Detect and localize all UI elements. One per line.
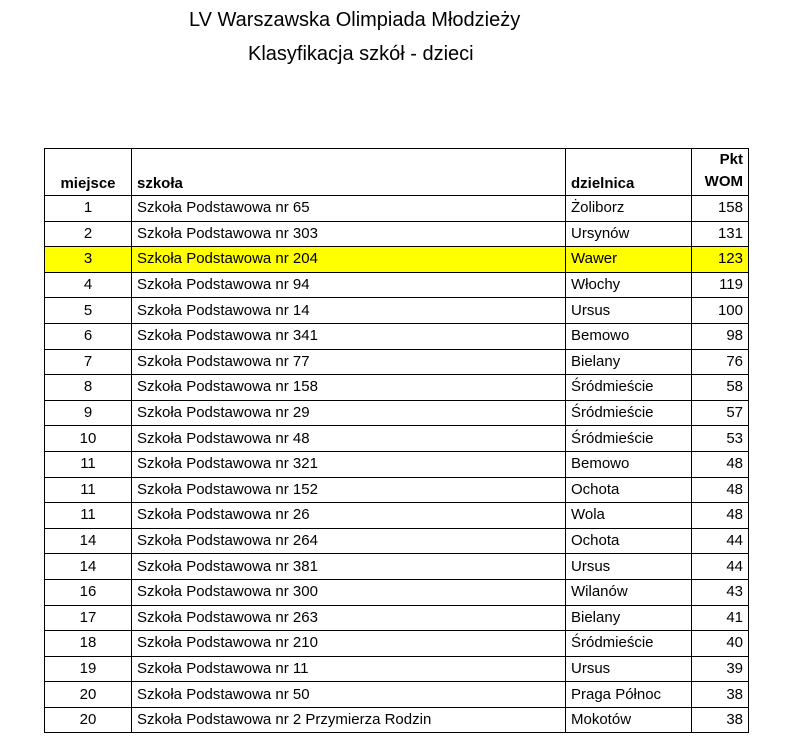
school-cell: Szkoła Podstawowa nr 48 [132, 426, 566, 452]
document-title: LV Warszawska Olimpiada Młodzieży [189, 9, 521, 31]
header-points-line2: WOM [704, 173, 743, 190]
table-row [45, 605, 749, 631]
table-row [45, 221, 749, 247]
place-cell: 10 [45, 426, 132, 452]
school-cell: Szkoła Podstawowa nr 11 [132, 656, 566, 682]
district-cell: Śródmieście [566, 375, 692, 401]
table-row [45, 247, 749, 273]
place-cell: 8 [45, 375, 132, 401]
table-row [45, 631, 749, 657]
table-row [45, 400, 749, 426]
district-cell: Ochota [566, 528, 692, 554]
place-cell: 11 [45, 503, 132, 529]
school-cell: Szkoła Podstawowa nr 210 [132, 631, 566, 657]
header-points [692, 149, 749, 196]
district-cell: Wawer [566, 247, 692, 273]
table-row [45, 323, 749, 349]
document-subtitle: Klasyfikacja szkół - dzieci [248, 43, 474, 65]
district-cell: Wilanów [566, 579, 692, 605]
table-row [45, 503, 749, 529]
points-cell: 48 [692, 503, 749, 529]
place-cell: 20 [45, 682, 132, 708]
district-cell: Śródmieście [566, 631, 692, 657]
place-cell: 18 [45, 631, 132, 657]
table-row [45, 682, 749, 708]
place-cell: 3 [45, 247, 132, 273]
table-row [45, 426, 749, 452]
place-cell: 1 [45, 196, 132, 222]
school-cell: Szkoła Podstawowa nr 29 [132, 400, 566, 426]
school-cell: Szkoła Podstawowa nr 65 [132, 196, 566, 222]
place-cell: 16 [45, 579, 132, 605]
points-cell: 76 [692, 349, 749, 375]
points-cell: 48 [692, 451, 749, 477]
school-cell: Szkoła Podstawowa nr 303 [132, 221, 566, 247]
school-cell: Szkoła Podstawowa nr 77 [132, 349, 566, 375]
table-row [45, 554, 749, 580]
place-cell: 11 [45, 477, 132, 503]
district-cell: Wola [566, 503, 692, 529]
points-cell: 48 [692, 477, 749, 503]
school-cell: Szkoła Podstawowa nr 14 [132, 298, 566, 324]
header-district: dzielnica [566, 149, 692, 196]
district-cell: Ochota [566, 477, 692, 503]
table-row [45, 298, 749, 324]
district-cell: Mokotów [566, 707, 692, 733]
table-row [45, 375, 749, 401]
district-cell: Ursus [566, 554, 692, 580]
points-cell: 123 [692, 247, 749, 273]
school-cell: Szkoła Podstawowa nr 263 [132, 605, 566, 631]
table-row [45, 196, 749, 222]
school-cell: Szkoła Podstawowa nr 2 Przymierza Rodzin [132, 707, 566, 733]
district-cell: Bemowo [566, 451, 692, 477]
district-cell: Bielany [566, 605, 692, 631]
place-cell: 19 [45, 656, 132, 682]
place-cell: 20 [45, 707, 132, 733]
table-row [45, 349, 749, 375]
place-cell: 11 [45, 451, 132, 477]
school-cell: Szkoła Podstawowa nr 264 [132, 528, 566, 554]
school-cell: Szkoła Podstawowa nr 158 [132, 375, 566, 401]
points-cell: 43 [692, 579, 749, 605]
district-cell: Ursus [566, 656, 692, 682]
points-cell: 44 [692, 554, 749, 580]
table-body [45, 196, 749, 733]
school-cell: Szkoła Podstawowa nr 26 [132, 503, 566, 529]
place-cell: 14 [45, 554, 132, 580]
district-cell: Praga Północ [566, 682, 692, 708]
school-cell: Szkoła Podstawowa nr 321 [132, 451, 566, 477]
place-cell: 9 [45, 400, 132, 426]
school-cell: Szkoła Podstawowa nr 381 [132, 554, 566, 580]
place-cell: 6 [45, 323, 132, 349]
points-cell: 100 [692, 298, 749, 324]
school-ranking-table [44, 148, 749, 733]
points-cell: 58 [692, 375, 749, 401]
header-school: szkoła [132, 149, 566, 196]
district-cell: Bielany [566, 349, 692, 375]
school-cell: Szkoła Podstawowa nr 152 [132, 477, 566, 503]
place-cell: 7 [45, 349, 132, 375]
table-row [45, 656, 749, 682]
place-cell: 14 [45, 528, 132, 554]
header-points-line1: Pkt [719, 151, 743, 168]
points-cell: 44 [692, 528, 749, 554]
points-cell: 158 [692, 196, 749, 222]
table-row [45, 451, 749, 477]
points-cell: 131 [692, 221, 749, 247]
points-cell: 53 [692, 426, 749, 452]
table-row [45, 528, 749, 554]
place-cell: 5 [45, 298, 132, 324]
table-header-row [45, 149, 749, 196]
school-cell: Szkoła Podstawowa nr 94 [132, 272, 566, 298]
district-cell: Włochy [566, 272, 692, 298]
district-cell: Bemowo [566, 323, 692, 349]
table-row [45, 272, 749, 298]
points-cell: 98 [692, 323, 749, 349]
place-cell: 4 [45, 272, 132, 298]
school-cell: Szkoła Podstawowa nr 341 [132, 323, 566, 349]
district-cell: Ursynów [566, 221, 692, 247]
points-cell: 38 [692, 707, 749, 733]
district-cell: Śródmieście [566, 426, 692, 452]
school-cell: Szkoła Podstawowa nr 300 [132, 579, 566, 605]
place-cell: 17 [45, 605, 132, 631]
points-cell: 57 [692, 400, 749, 426]
table-row [45, 579, 749, 605]
place-cell: 2 [45, 221, 132, 247]
school-cell: Szkoła Podstawowa nr 204 [132, 247, 566, 273]
points-cell: 41 [692, 605, 749, 631]
district-cell: Śródmieście [566, 400, 692, 426]
district-cell: Żoliborz [566, 196, 692, 222]
table-row [45, 477, 749, 503]
table-row [45, 707, 749, 733]
school-cell: Szkoła Podstawowa nr 50 [132, 682, 566, 708]
points-cell: 119 [692, 272, 749, 298]
points-cell: 38 [692, 682, 749, 708]
header-place: miejsce [45, 149, 132, 196]
points-cell: 40 [692, 631, 749, 657]
district-cell: Ursus [566, 298, 692, 324]
points-cell: 39 [692, 656, 749, 682]
